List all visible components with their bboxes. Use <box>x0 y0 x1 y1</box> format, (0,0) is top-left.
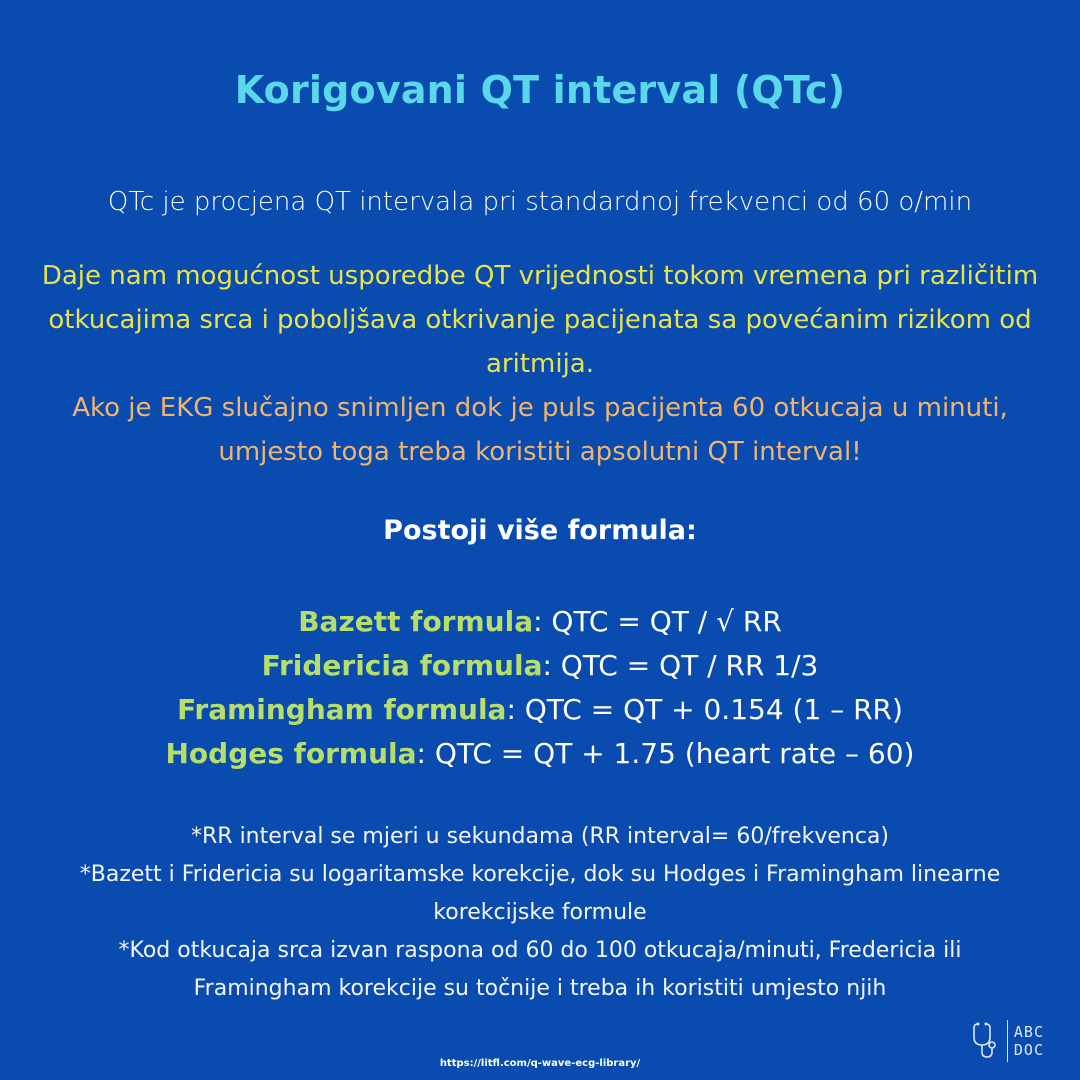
logo-text-doc: DOC <box>1013 1041 1044 1059</box>
logo-text-abc: ABC <box>1013 1023 1044 1041</box>
formula-expression-bazett: : QTC = QT / √ RR <box>533 605 782 638</box>
note-correction-types: *Bazett i Fridericia su logaritamske korekcije, dok su Hodges i Framingham linearne korekcijske formule <box>79 862 1001 925</box>
formula-name-framingham: Framingham formula <box>177 693 507 726</box>
benefit-block <box>40 254 1040 474</box>
logo-text <box>1014 1023 1044 1059</box>
stethoscope-icon <box>968 1018 1001 1064</box>
formula-name-fridericia: Fridericia formula <box>261 649 543 682</box>
source-url: https://litfl.com/q-wave-ecg-library/ <box>439 1058 641 1069</box>
formula-row-bazett <box>0 600 1080 644</box>
formula-expression-hodges: : QTC = QT + 1.75 (heart rate – 60) <box>416 737 915 770</box>
note-rr-interval: *RR interval se mjeri u sekundama (RR interval= 60/frekvenca) <box>191 824 889 849</box>
logo-divider <box>1007 1020 1008 1062</box>
intro-text: QTc je procjena QT intervala pri standardnoj frekvenci od 60 o/min <box>107 187 973 217</box>
formula-row-framingham <box>0 688 1080 732</box>
formula-name-bazett: Bazett formula <box>298 605 534 638</box>
benefit-orange-text: Ako je EKG slučajno snimljen dok je puls pacijenta 60 otkucaja u minuti, umjesto toga treba koristiti apsolutni QT interval! <box>72 393 1008 467</box>
notes-block <box>60 818 1020 1008</box>
abc-doc-logo <box>968 1017 1044 1065</box>
formula-expression-framingham: : QTC = QT + 0.154 (1 – RR) <box>506 693 903 726</box>
benefit-yellow-text: Daje nam mogućnost usporedbe QT vrijednosti tokom vremena pri različitim otkucajima srca i poboljšava otkrivanje pacijenata sa povećanim rizikom od aritmija. <box>41 261 1039 379</box>
note-heart-rate-range: *Kod otkucaja srca izvan raspona od 60 do 100 otkucaja/minuti, Fredericia ili Framingham korekcije su točnije i treba ih koristiti umjesto njih <box>118 938 962 1001</box>
formula-row-hodges <box>0 732 1080 776</box>
formula-row-fridericia <box>0 644 1080 688</box>
formula-name-hodges: Hodges formula <box>165 737 417 770</box>
formula-expression-fridericia: : QTC = QT / RR 1/3 <box>542 649 819 682</box>
page-title: Korigovani QT interval (QTc) <box>234 68 846 112</box>
formula-list <box>0 600 1080 776</box>
formula-heading: Postoji više formula: <box>383 515 697 546</box>
